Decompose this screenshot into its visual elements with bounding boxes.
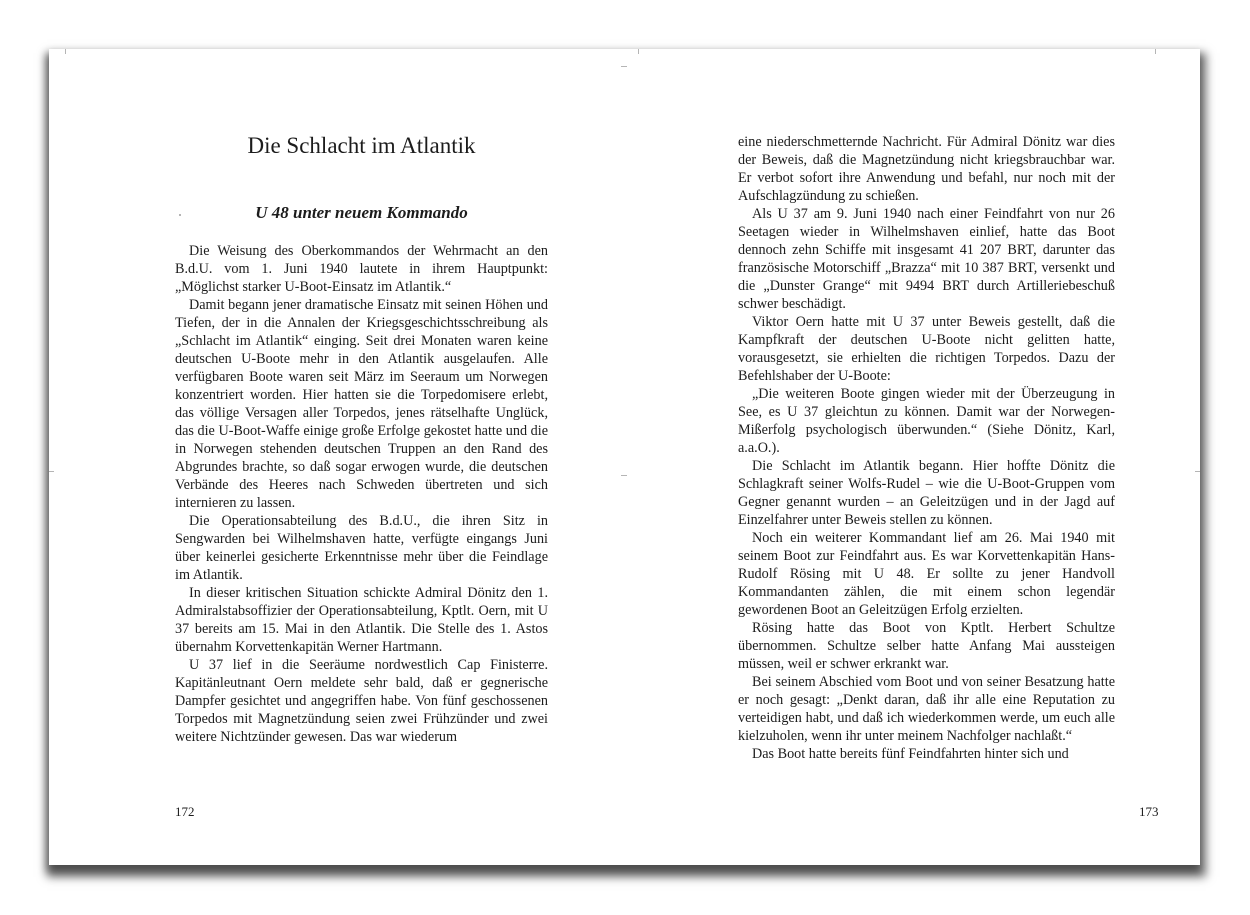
crop-mark [621, 66, 627, 67]
paragraph: Die Operationsabteilung des B.d.U., die ihren Sitz in Sengwarden bei Wilhelmshaven hatte, verfügte eingangs Juni über keinerlei gesicherte Erkenntnisse mehr über die Feindlage im Atlantik. [175, 513, 548, 583]
crop-mark [638, 49, 639, 54]
paragraph: Bei seinem Abschied vom Boot und von seiner Besatzung hatte er noch gesagt: „Denkt daran, daß ihr alle eine Reputation zu verteidigen habt, und daß ich wiederkommen werde, um euch alle kielzuholen, wenn ihr unter meinem Nachfolger nachlaßt.“ [738, 674, 1115, 744]
crop-mark [49, 471, 54, 472]
paragraph: Als U 37 am 9. Juni 1940 nach einer Feindfahrt von nur 26 Seetagen wieder in Wilhelmshaven einlief, hatte das Boot dennoch zehn Schiffe mit insgesamt 41 207 BRT, darunter das französische Motorschiff „Brazza“ mit 10 387 BRT, versenkt und die „Dunster Grange“ mit 9494 BRT durch Artilleriebeschuß schwer beschädigt. [738, 206, 1115, 312]
crop-mark [65, 49, 66, 54]
paragraph: eine niederschmetternde Nachricht. Für Admiral Dönitz war dies der Beweis, daß die Magnetzündung nicht kriegsbrauchbar war. Er verbot sofort ihre Anwendung und befahl, nur noch mit der Aufschlagzündung zu schießen. [738, 134, 1115, 204]
page-number-right: 173 [1139, 804, 1159, 819]
left-page-text [175, 242, 548, 746]
paragraph: Rösing hatte das Boot von Kptlt. Herbert Schultze übernommen. Schultze selber hatte Anfang Mai aussteigen müssen, weil er schwer erkrankt war. [738, 620, 1115, 672]
paragraph: Viktor Oern hatte mit U 37 unter Beweis gestellt, daß die Kampfkraft der deutschen U-Boote nicht gelitten hatte, vorausgesetzt, sie erhielten die richtigen Torpedos. Dazu der Befehlshaber der U-Boote: [738, 314, 1115, 384]
paragraph: In dieser kritischen Situation schickte Admiral Dönitz den 1. Admiralstabsoffizier der Operationsabteilung, Kptlt. Oern, mit U 37 bereits am 15. Mai in den Atlantik. Die Stelle des 1. Astos übernahm Korvettenkapitän Werner Hartmann. [175, 585, 548, 655]
page-number-left: 172 [175, 804, 195, 819]
crop-mark [179, 214, 181, 216]
crop-mark [621, 475, 627, 476]
paragraph: Noch ein weiterer Kommandant lief am 26. Mai 1940 mit seinem Boot zur Feindfahrt aus. Es war Korvettenkapitän Hans-Rudolf Rösing mit U 48. Er sollte zu jener Handvoll Kommandanten zählen, die mit einem schon legendär gewordenen Boot an Geleitzügen Erfolg erzielten. [738, 530, 1115, 618]
paragraph: U 37 lief in die Seeräume nordwestlich Cap Finisterre. Kapitänleutnant Oern meldete sehr bald, daß er gegnerische Dampfer gesichtet und angegriffen habe. Von fünf geschossenen Torpedos mit Magnetzündung seien zwei Frühzünder und zwei weitere Nichtzünder gewesen. Das war wiederum [175, 657, 548, 745]
right-page-text [738, 133, 1115, 763]
paragraph: Die Schlacht im Atlantik begann. Hier hoffte Dönitz die Schlagkraft seiner Wolfs-Rudel – wie die U-Boot-Gruppen vom Gegner genannt wurden – an Geleitzügen und in der Jagd auf Einzelfahrer unter Beweis stellen zu können. [738, 458, 1115, 528]
crop-mark [1195, 471, 1200, 472]
paragraph: Die Weisung des Oberkommandos der Wehrmacht an den B.d.U. vom 1. Juni 1940 lautete in ihrem Hauptpunkt: „Möglichst starker U-Boot-Einsatz im Atlantik.“ [175, 243, 548, 295]
right-page [624, 49, 1200, 865]
left-page [49, 49, 624, 865]
crop-mark [1155, 49, 1156, 54]
paragraph: Das Boot hatte bereits fünf Feindfahrten hinter sich und [752, 746, 1069, 762]
section-title: U 48 unter neuem Kommando [255, 203, 468, 222]
paragraph: Damit begann jener dramatische Einsatz mit seinen Höhen und Tiefen, der in die Annalen der Kriegsgeschichtsschreibung als „Schlacht im Atlantik“ einging. Seit drei Monaten waren keine deutschen U-Boote mehr in den Atlantik ausgelaufen. Alle verfügbaren Boote waren seit März im Seeraum um Norwegen konzentriert worden. Hier hatten sie die Torpedomisere erlebt, das völlige Versagen aller Torpedos, jenes rätselhafte Unglück, das die U-Boot-Waffe einige große Erfolge gekostet hatte und die in Norwegen stehenden deutschen Truppen an den Rand des Abgrundes brachte, so daß sogar erwogen wurde, die deutschen Verbände des Heeres nach Schweden übertreten und sich internieren zu lassen. [175, 297, 548, 511]
book-spread [49, 49, 1200, 865]
chapter-title: Die Schlacht im Atlantik [247, 133, 476, 158]
paragraph: „Die weiteren Boote gingen wieder mit der Überzeugung in See, es U 37 gleichtun zu können. Damit war der Norwegen-Mißerfolg psychologisch überwunden.“ (Siehe Dönitz, Karl, a.a.O.). [738, 386, 1115, 456]
